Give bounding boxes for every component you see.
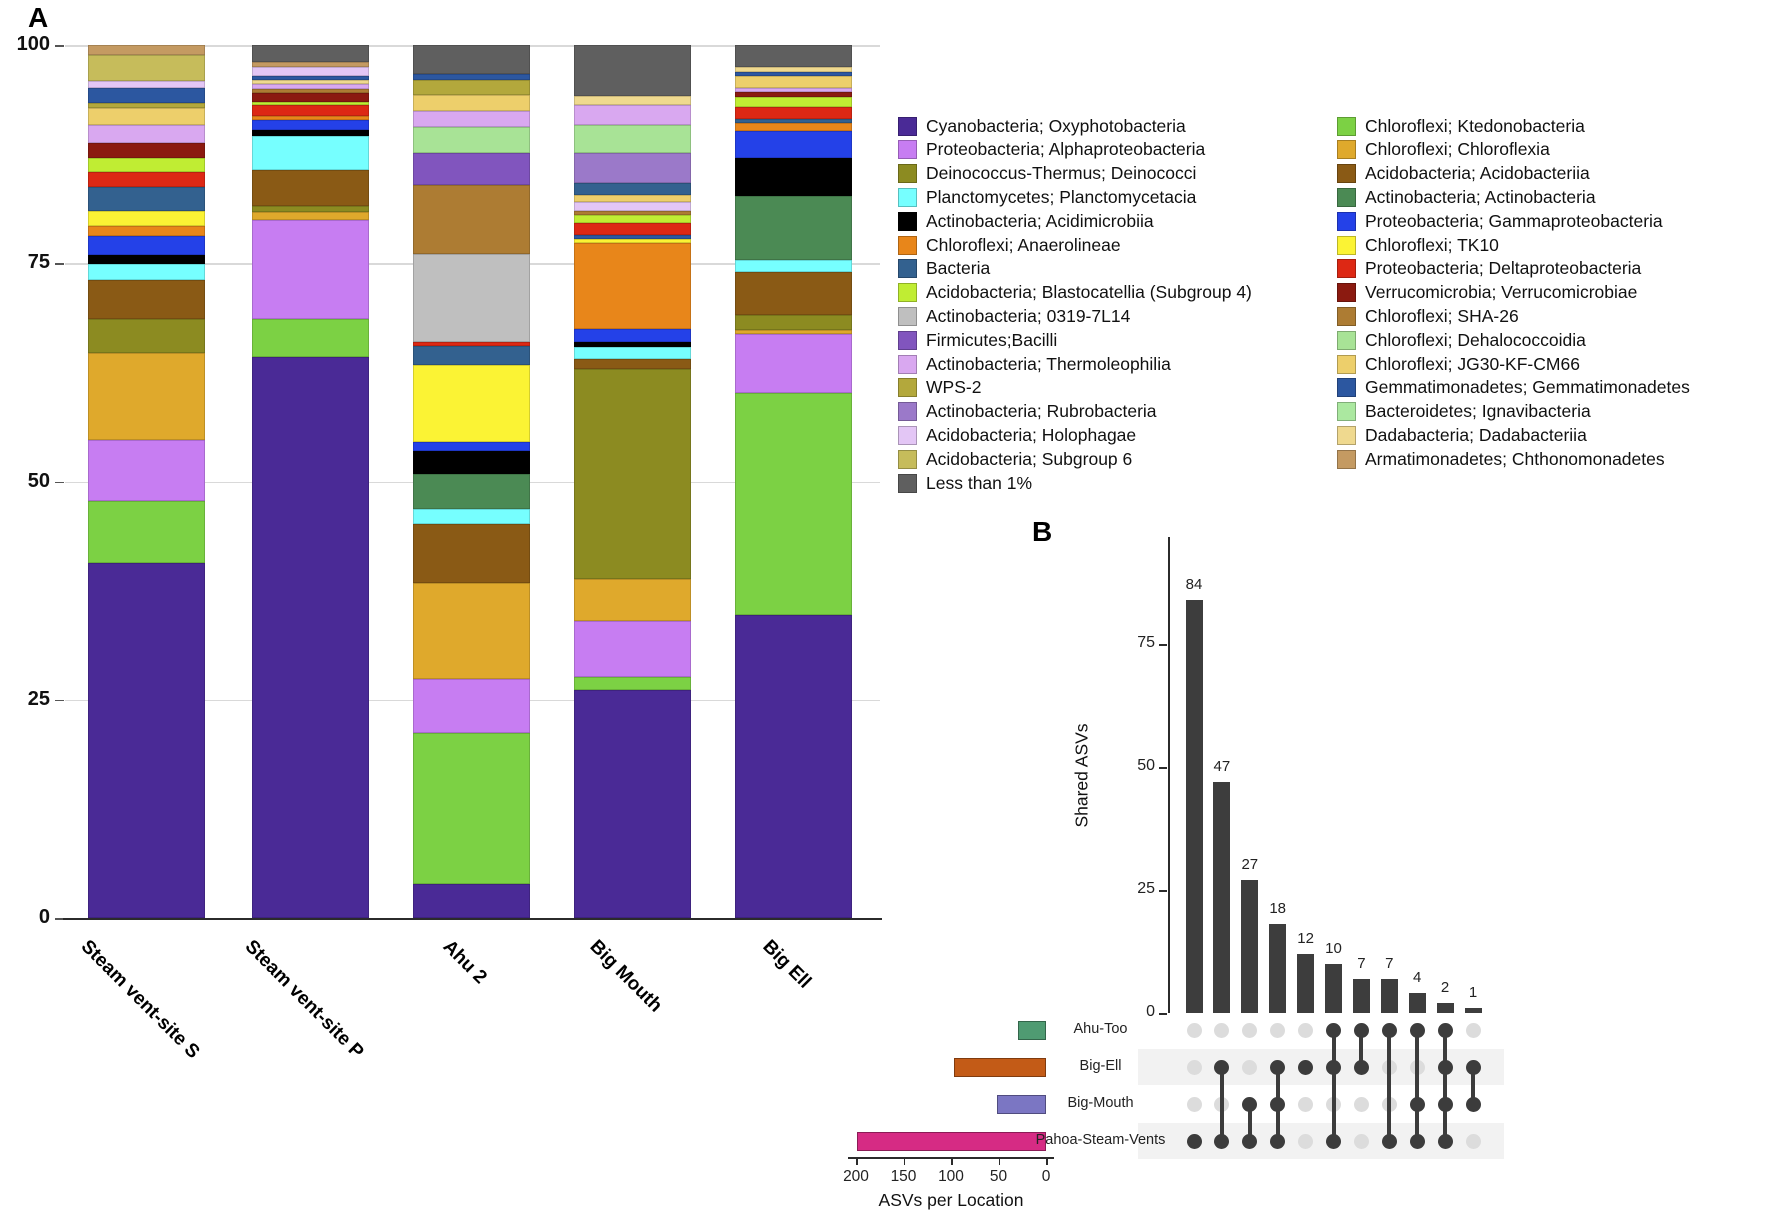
legend-item [1337, 447, 1665, 471]
matrix-dot-active [1326, 1134, 1341, 1149]
matrix-dot-active [1438, 1097, 1453, 1112]
matrix-dot-active [1214, 1134, 1229, 1149]
legend-label: Acidobacteria; Subgroup 6 [926, 448, 1133, 469]
legend-label: Acidobacteria; Acidobacteriia [1365, 163, 1590, 184]
x-axis-category-label: Steam vent-site P [240, 936, 368, 1063]
legend-item [1337, 114, 1585, 138]
stacked-bar-4 [574, 45, 691, 918]
intersection-bar [1409, 993, 1426, 1013]
stacked-bar-5 [735, 45, 852, 918]
bar-segment [88, 236, 205, 255]
matrix-dot-inactive [1298, 1023, 1313, 1038]
legend-swatch [1337, 307, 1356, 326]
bar-segment [88, 108, 205, 125]
legend-swatch [898, 164, 917, 183]
legend-item [1337, 257, 1641, 281]
shared-asvs-tick-mark [1159, 890, 1167, 892]
legend-swatch [1337, 331, 1356, 350]
y-axis-tick-label: 25 [27, 687, 50, 710]
legend-label: Acidobacteria; Holophagae [926, 424, 1137, 445]
set-size-tick-label: 50 [989, 1168, 1008, 1185]
intersection-size-label: 84 [1185, 575, 1203, 593]
bar-segment [88, 563, 205, 917]
legend-swatch [898, 450, 917, 469]
legend-label: Less than 1% [926, 472, 1033, 493]
legend-swatch [898, 283, 917, 302]
matrix-dot-active [1326, 1023, 1341, 1038]
legend-label: Chloroflexi; Chloroflexia [1365, 139, 1550, 160]
stacked-bar-2 [252, 45, 369, 918]
panel-a-label: A [28, 2, 49, 33]
legend-swatch [898, 331, 917, 350]
bar-segment [88, 226, 205, 236]
matrix-dot-active [1270, 1060, 1285, 1075]
bar-segment [574, 202, 691, 211]
legend-item [898, 257, 990, 281]
bar-segment [88, 211, 205, 226]
legend-item [898, 471, 1032, 495]
bar-segment [735, 615, 852, 917]
matrix-dot-active [1270, 1134, 1285, 1149]
set-size-tick-mark [1046, 1157, 1048, 1165]
matrix-dot-active [1354, 1023, 1369, 1038]
bar-segment [735, 315, 852, 330]
matrix-dot-active [1354, 1060, 1369, 1075]
bar-segment [574, 96, 691, 106]
set-size-tick-mark [904, 1157, 906, 1165]
intersection-size-label: 2 [1440, 979, 1450, 997]
shared-asvs-tick-label: 0 [1146, 1003, 1155, 1020]
shared-asvs-axis-line [1168, 537, 1170, 1013]
bar-segment [88, 125, 205, 142]
bar-segment [88, 88, 205, 104]
panel-b-label: B [1032, 516, 1053, 547]
matrix-dot-inactive [1354, 1097, 1369, 1112]
intersection-size-label: 12 [1297, 929, 1314, 947]
x-axis-line [63, 918, 882, 920]
bar-segment [735, 45, 852, 67]
legend-swatch [1337, 117, 1356, 136]
bar-segment [88, 172, 205, 187]
legend-item [1337, 233, 1499, 257]
matrix-dot-active [1326, 1060, 1341, 1075]
bar-segment [88, 501, 205, 563]
legend-item [898, 447, 1132, 471]
x-axis-category-label: Ahu 2 [438, 936, 491, 989]
legend-item [1337, 328, 1586, 352]
legend-swatch [1337, 164, 1356, 183]
bar-segment [252, 136, 369, 170]
bar-segment [88, 45, 205, 55]
matrix-dot-active [1410, 1023, 1425, 1038]
legend-label: Proteobacteria; Alphaproteobacteria [926, 139, 1206, 160]
x-axis-category-label: Steam vent-site S [76, 936, 204, 1063]
legend-label: Actinobacteria; Rubrobacteria [926, 401, 1157, 422]
legend-label: Acidobacteria; Blastocatellia (Subgroup 4) [926, 282, 1252, 303]
matrix-dot-active [1438, 1060, 1453, 1075]
bar-segment [735, 131, 852, 158]
matrix-dot-active [1242, 1134, 1257, 1149]
legend-swatch [898, 307, 917, 326]
matrix-dot-inactive [1187, 1060, 1202, 1075]
matrix-dot-inactive [1187, 1097, 1202, 1112]
intersection-bar [1186, 600, 1203, 1013]
legend-label: WPS-2 [926, 377, 982, 398]
bar-segment [413, 679, 530, 733]
bar-segment [574, 153, 691, 183]
bar-segment [413, 346, 530, 365]
legend-label: Chloroflexi; JG30-KF-CM66 [1365, 353, 1580, 374]
matrix-dot-inactive [1187, 1023, 1202, 1038]
legend-item [898, 138, 1205, 162]
legend-item [898, 233, 1121, 257]
bar-segment [413, 733, 530, 884]
matrix-dot-active [1214, 1060, 1229, 1075]
bar-segment [88, 353, 205, 440]
bar-segment [413, 583, 530, 679]
legend-swatch [898, 140, 917, 159]
legend-item [898, 352, 1171, 376]
bar-segment [88, 187, 205, 211]
bar-segment [574, 359, 691, 369]
legend-label: Cyanobacteria; Oxyphotobacteria [926, 115, 1186, 136]
legend-swatch [1337, 259, 1356, 278]
legend-label: Chloroflexi; TK10 [1365, 234, 1499, 255]
bar-segment [574, 369, 691, 579]
y-axis-tick-mark [55, 263, 64, 265]
matrix-dot-active [1187, 1134, 1202, 1149]
legend-label: Bacteria [926, 258, 991, 279]
bar-segment [574, 223, 691, 234]
x-axis-category-label: Big Ell [757, 936, 815, 993]
matrix-dot-active [1270, 1097, 1285, 1112]
legend-label: Dadabacteria; Dadabacteriia [1365, 424, 1587, 445]
matrix-dot-inactive [1242, 1023, 1257, 1038]
legend-swatch [1337, 140, 1356, 159]
legend-item [1337, 162, 1590, 186]
set-size-tick-label: 100 [938, 1168, 964, 1185]
legend-swatch [898, 402, 917, 421]
matrix-dot-active [1410, 1134, 1425, 1149]
legend-label: Chloroflexi; Ktedonobacteria [1365, 115, 1585, 136]
bar-segment [413, 95, 530, 111]
legend-item [1337, 185, 1596, 209]
bar-segment [413, 474, 530, 508]
bar-segment [252, 212, 369, 221]
bar-segment [88, 55, 205, 80]
legend-item [898, 185, 1196, 209]
set-name-label: Big-Ell [1079, 1058, 1122, 1074]
bar-segment [574, 105, 691, 124]
bar-segment [574, 677, 691, 690]
legend-item [898, 162, 1196, 186]
matrix-dot-inactive [1298, 1097, 1313, 1112]
legend-item [898, 328, 1057, 352]
legend-item [1337, 209, 1663, 233]
bar-segment [252, 67, 369, 76]
bar-segment [88, 255, 205, 264]
legend-item [898, 304, 1130, 328]
legend-item [1337, 352, 1580, 376]
bar-segment [574, 690, 691, 917]
bar-segment [574, 215, 691, 224]
bar-segment [413, 80, 530, 95]
set-name-label: Pahoa-Steam-Vents [1035, 1132, 1166, 1148]
stacked-bar-1 [88, 45, 205, 918]
legend-item [898, 423, 1136, 447]
bar-segment [88, 319, 205, 353]
bar-segment [735, 76, 852, 88]
bar-segment [413, 185, 530, 254]
bar-segment [574, 579, 691, 621]
bar-segment [413, 524, 530, 583]
matrix-dot-inactive [1466, 1134, 1481, 1149]
bar-segment [252, 105, 369, 115]
set-name-label: Big-Mouth [1067, 1095, 1134, 1111]
bar-segment [88, 440, 205, 501]
legend-label: Proteobacteria; Deltaproteobacteria [1365, 258, 1642, 279]
bar-segment [252, 45, 369, 62]
intersection-bar [1213, 782, 1230, 1013]
bar-segment [574, 183, 691, 195]
bar-segment [252, 220, 369, 319]
bar-segment [88, 158, 205, 172]
bar-segment [574, 125, 691, 154]
shared-asvs-tick-label: 75 [1137, 634, 1155, 651]
y-axis-tick-mark [55, 45, 64, 47]
bar-segment [574, 195, 691, 202]
legend-item [1337, 281, 1637, 305]
intersection-size-label: 10 [1325, 939, 1342, 957]
legend-swatch [1337, 402, 1356, 421]
legend-label: Deinococcus-Thermus; Deinococci [926, 163, 1197, 184]
matrix-dot-active [1466, 1060, 1481, 1075]
matrix-dot-inactive [1242, 1060, 1257, 1075]
matrix-dot-active [1438, 1023, 1453, 1038]
bar-segment [574, 243, 691, 330]
matrix-dot-inactive [1466, 1023, 1481, 1038]
bar-segment [413, 111, 530, 127]
bar-segment [735, 196, 852, 260]
legend-label: Gemmatimonadetes; Gemmatimonadetes [1365, 377, 1690, 398]
bar-segment [735, 158, 852, 196]
bar-segment [413, 442, 530, 452]
intersection-size-label: 47 [1213, 757, 1231, 775]
shared-asvs-tick-label: 50 [1137, 757, 1155, 774]
legend-label: Verrucomicrobia; Verrucomicrobiae [1365, 282, 1638, 303]
set-size-tick-label: 0 [1041, 1168, 1051, 1185]
bar-segment [574, 621, 691, 677]
y-axis-tick-mark [55, 700, 64, 702]
bar-segment [413, 509, 530, 524]
set-size-tick-mark [856, 1157, 858, 1165]
legend-label: Firmicutes;Bacilli [926, 329, 1058, 350]
bar-segment [88, 264, 205, 280]
matrix-dot-active [1298, 1060, 1313, 1075]
legend-swatch [1337, 188, 1356, 207]
legend-swatch [1337, 355, 1356, 374]
intersection-size-label: 27 [1241, 856, 1259, 874]
bar-segment [252, 357, 369, 918]
set-size-tick-mark [999, 1157, 1001, 1165]
legend-label: Bacteroidetes; Ignavibacteria [1365, 401, 1591, 422]
shared-asvs-tick-mark [1159, 644, 1167, 646]
bar-segment [735, 272, 852, 315]
y-axis-tick-mark [55, 482, 64, 484]
bar-segment [413, 884, 530, 918]
bar-segment [413, 153, 530, 186]
legend-label: Actinobacteria; Actinobacteria [1365, 186, 1596, 207]
stacked-bar-3 [413, 45, 530, 918]
matrix-dot-active [1466, 1097, 1481, 1112]
legend-item [1337, 138, 1550, 162]
bar-segment [413, 365, 530, 442]
legend-item [1337, 423, 1587, 447]
bar-segment [574, 329, 691, 342]
intersection-bar [1297, 954, 1314, 1013]
legend-swatch [898, 212, 917, 231]
legend-item [1337, 304, 1519, 328]
bar-segment [735, 107, 852, 119]
matrix-connector-line [1443, 1030, 1447, 1141]
legend-swatch [1337, 378, 1356, 397]
bar-segment [88, 280, 205, 319]
legend-label: Proteobacteria; Gammaproteobacteria [1365, 210, 1663, 231]
matrix-dot-active [1242, 1097, 1257, 1112]
bar-segment [413, 45, 530, 74]
intersection-size-label: 7 [1357, 954, 1366, 972]
bar-segment [735, 260, 852, 272]
legend-label: Actinobacteria; Acidimicrobiia [926, 210, 1154, 231]
set-size-axis-title: ASVs per Location [878, 1190, 1024, 1210]
matrix-connector-line [1387, 1030, 1391, 1141]
legend-label: Armatimonadetes; Chthonomonadetes [1365, 448, 1665, 469]
legend-label: Actinobacteria; Thermoleophilia [926, 353, 1171, 374]
intersection-size-label: 7 [1385, 954, 1394, 972]
bar-segment [574, 347, 691, 359]
legend-item [1337, 376, 1690, 400]
matrix-dot-active [1438, 1134, 1453, 1149]
matrix-connector-line [1220, 1067, 1224, 1141]
bar-segment [735, 393, 852, 616]
legend-item [898, 281, 1252, 305]
legend-swatch [898, 259, 917, 278]
matrix-dot-active [1410, 1097, 1425, 1112]
bar-segment [88, 81, 205, 88]
legend-swatch [898, 426, 917, 445]
y-axis-tick-label: 50 [27, 469, 50, 492]
legend-swatch [898, 355, 917, 374]
bar-segment [252, 170, 369, 207]
legend-item [1337, 400, 1591, 424]
legend-label: Chloroflexi; Dehalococcoidia [1365, 329, 1586, 350]
shared-asvs-tick-mark [1159, 1013, 1167, 1015]
bar-segment [413, 254, 530, 341]
matrix-connector-line [1415, 1030, 1419, 1141]
legend-label: Actinobacteria; 0319-7L14 [926, 305, 1131, 326]
x-axis-category-label: Big Mouth [585, 936, 666, 1017]
matrix-dot-active [1382, 1134, 1397, 1149]
intersection-bar [1437, 1003, 1454, 1013]
matrix-connector-line [1332, 1030, 1336, 1141]
legend-swatch [898, 236, 917, 255]
legend-swatch [898, 117, 917, 136]
legend-swatch [898, 188, 917, 207]
legend-item [898, 400, 1157, 424]
legend-item [898, 114, 1186, 138]
y-axis-tick-label: 100 [16, 33, 50, 55]
legend-swatch [1337, 212, 1356, 231]
matrix-dot-inactive [1354, 1134, 1369, 1149]
y-axis-tick-label: 0 [38, 906, 50, 928]
bar-segment [735, 334, 852, 393]
shared-asvs-tick-mark [1159, 767, 1167, 769]
set-name-label: Ahu-Too [1073, 1021, 1128, 1037]
legend-swatch [1337, 450, 1356, 469]
legend-label: Planctomycetes; Planctomycetacia [926, 186, 1197, 207]
bar-segment [574, 45, 691, 96]
shared-asvs-tick-label: 25 [1137, 880, 1155, 897]
intersection-size-label: 18 [1269, 900, 1287, 918]
bar-segment [88, 143, 205, 159]
legend-swatch [898, 474, 917, 493]
intersection-size-label: 4 [1413, 969, 1422, 987]
legend-swatch [1337, 283, 1356, 302]
legend-item [898, 209, 1154, 233]
matrix-dot-inactive [1298, 1134, 1313, 1149]
intersection-size-label: 1 [1468, 984, 1478, 1002]
bar-segment [252, 93, 369, 102]
y-axis-tick-label: 75 [27, 251, 50, 274]
matrix-dot-inactive [1270, 1023, 1285, 1038]
legend-item [898, 376, 981, 400]
bar-segment [413, 127, 530, 153]
intersection-bar [1353, 979, 1370, 1013]
set-size-tick-label: 200 [843, 1168, 869, 1185]
matrix-dot-inactive [1214, 1023, 1229, 1038]
legend-swatch [1337, 426, 1356, 445]
bar-segment [735, 123, 852, 131]
bar-segment [735, 97, 852, 108]
set-size-tick-mark [951, 1157, 953, 1165]
bar-segment [413, 451, 530, 474]
intersection-bar [1465, 1008, 1482, 1013]
bar-segment [252, 120, 369, 130]
legend-swatch [898, 378, 917, 397]
legend-label: Chloroflexi; Anaerolineae [926, 234, 1121, 255]
set-size-tick-label: 150 [890, 1168, 917, 1185]
legend-label: Chloroflexi; SHA-26 [1365, 305, 1519, 326]
bar-segment [252, 319, 369, 357]
shared-asvs-axis-title: Shared ASVs [1071, 723, 1092, 828]
matrix-dot-active [1382, 1023, 1397, 1038]
legend-swatch [1337, 236, 1356, 255]
